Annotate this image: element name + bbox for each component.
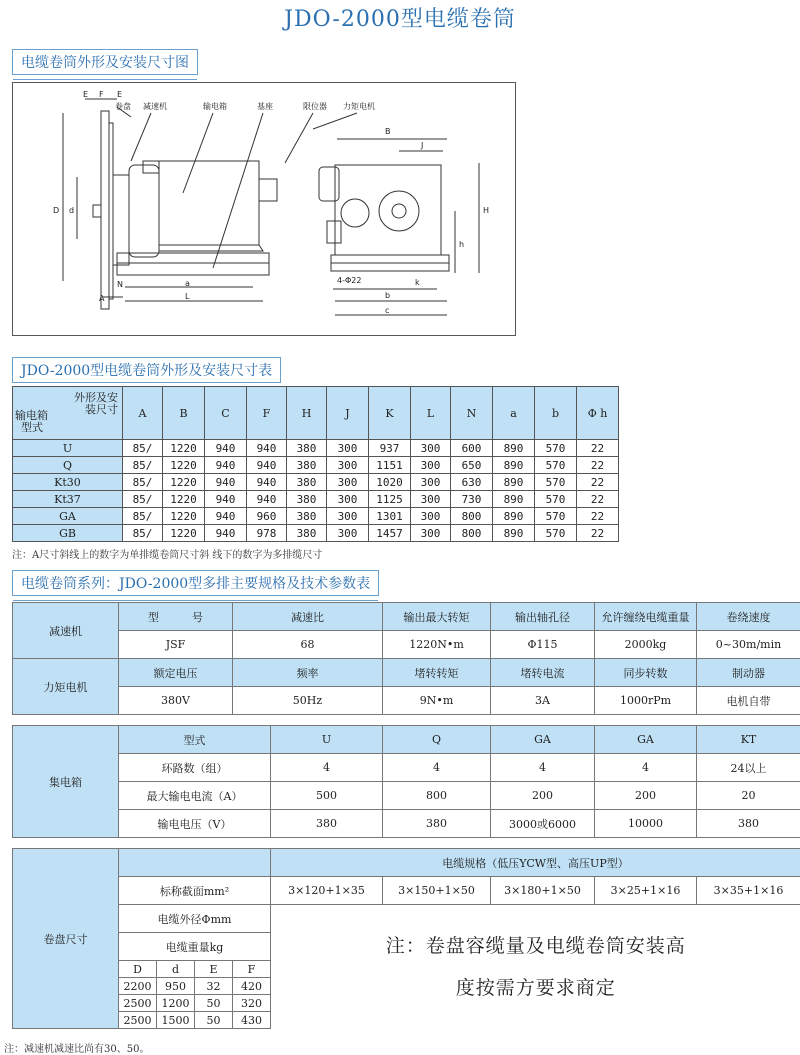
table-cell: 85/ — [123, 491, 163, 508]
table-cell: 940 — [205, 474, 247, 491]
box-row — [13, 782, 800, 810]
drawing-svg — [13, 83, 515, 335]
table-cell: 1220 — [163, 457, 205, 474]
table-cell: 940 — [205, 491, 247, 508]
corner-bot: 型式 — [21, 419, 43, 435]
col-header: A — [123, 387, 163, 440]
box-h-type: 型式 — [119, 726, 271, 754]
motor-v-rpm: 1000rPm — [595, 687, 697, 715]
base — [117, 253, 269, 263]
table-cell: 85/ — [123, 525, 163, 542]
reel-dim-cell: 2500 — [119, 1012, 157, 1029]
table-cell: 300 — [327, 508, 369, 525]
dimension-table — [12, 386, 619, 542]
table-cell: 22 — [577, 440, 619, 457]
reducer-v-model: JSF — [119, 631, 233, 659]
reel-section-cell: 3×150+1×50 — [383, 877, 491, 905]
table-cell: 85/ — [123, 508, 163, 525]
motor-h-torque: 堵转转矩 — [383, 659, 491, 687]
reel-plate — [101, 111, 109, 309]
table-cell: 570 — [535, 440, 577, 457]
reel-dim-cell: 430 — [233, 1012, 271, 1029]
table-cell: 380 — [287, 525, 327, 542]
table-cell: 940 — [205, 457, 247, 474]
col-header: a — [493, 387, 535, 440]
reel-remark-line2: 度按需方要求商定 — [273, 967, 799, 1009]
box-row-label: 最大输电电流（A） — [119, 782, 271, 810]
motor-h-brake: 制动器 — [697, 659, 800, 687]
table-cell: 800 — [451, 508, 493, 525]
box-cell: 20 — [697, 782, 800, 810]
table-cell: 630 — [451, 474, 493, 491]
table-cell: 940 — [247, 491, 287, 508]
reel-dim-header: F — [233, 961, 271, 978]
reel-label: 卷盘尺寸 — [13, 849, 119, 1029]
box-h-kt: KT — [697, 726, 800, 754]
table-cell: 380 — [287, 457, 327, 474]
label-limiter: 限位器 — [303, 101, 327, 111]
corner-top: 外形及安 — [74, 389, 118, 405]
col-header: L — [411, 387, 451, 440]
box-cell: 380 — [697, 810, 800, 838]
reel-dim-cell: 50 — [195, 995, 233, 1012]
reducer-body — [129, 165, 159, 257]
col-header: F — [247, 387, 287, 440]
row-type: GB — [13, 525, 123, 542]
table-cell: 978 — [247, 525, 287, 542]
col-header: Φ h — [577, 387, 619, 440]
table-cell: 1457 — [369, 525, 411, 542]
table-cell: 1220 — [163, 474, 205, 491]
reel-dim-cell: 2200 — [119, 978, 157, 995]
reducer-h-ratio: 减速比 — [233, 603, 383, 631]
motor-v-voltage: 380V — [119, 687, 233, 715]
box-cell: 4 — [383, 754, 491, 782]
table-row — [13, 440, 619, 457]
reel-dim-cell: 50 — [195, 1012, 233, 1029]
section-heading-dimension-table: JDO-2000型电缆卷筒外形及安装尺寸表 — [12, 357, 281, 383]
dim-h: h — [459, 240, 464, 249]
corner-top2: 装尺寸 — [85, 401, 118, 417]
table-cell: 85/ — [123, 457, 163, 474]
box-cell: 4 — [271, 754, 383, 782]
table-cell: 300 — [327, 474, 369, 491]
table-cell: 22 — [577, 474, 619, 491]
dim-B: B — [385, 127, 391, 136]
table-cell: 1220 — [163, 525, 205, 542]
dim-b: b — [385, 291, 390, 300]
table-cell: 300 — [411, 457, 451, 474]
table-cell: 1125 — [369, 491, 411, 508]
reel-remark-line1: 注：卷盘容缆量及电缆卷筒安装高 — [273, 925, 799, 967]
motor-v-current: 3A — [491, 687, 595, 715]
table-cell: 300 — [411, 474, 451, 491]
label-base: 基座 — [257, 101, 273, 111]
table-cell: 380 — [287, 474, 327, 491]
reducer-v-speed: 0~30m/min — [697, 631, 800, 659]
table-cell: 1220 — [163, 491, 205, 508]
reel-section-row — [13, 877, 800, 905]
box-row — [13, 754, 800, 782]
dim-L: L — [185, 292, 190, 301]
table-cell: 570 — [535, 457, 577, 474]
label-reducer: 减速机 — [143, 101, 167, 111]
box-cell: 500 — [271, 782, 383, 810]
table-cell: 1151 — [369, 457, 411, 474]
table-cell: 300 — [327, 457, 369, 474]
table-cell: 890 — [493, 508, 535, 525]
table-cell: 85/ — [123, 474, 163, 491]
dim-E1: E — [83, 90, 88, 99]
table-cell: 300 — [411, 440, 451, 457]
dimension-table-header — [13, 387, 619, 440]
table-cell: 22 — [577, 508, 619, 525]
box-cell: 3000或6000 — [491, 810, 595, 838]
dim-A: A — [99, 294, 105, 303]
row-type: Kt30 — [13, 474, 123, 491]
table-cell: 890 — [493, 491, 535, 508]
table-cell: 300 — [411, 508, 451, 525]
box-cell: 200 — [595, 782, 697, 810]
table-cell: 600 — [451, 440, 493, 457]
corner-cell — [13, 387, 123, 440]
row-type: Kt37 — [13, 491, 123, 508]
table-cell: 1020 — [369, 474, 411, 491]
table-cell: 940 — [247, 457, 287, 474]
table-cell: 380 — [287, 508, 327, 525]
reducer-v-shaft: Φ115 — [491, 631, 595, 659]
reel-dim-cell: 1200 — [157, 995, 195, 1012]
col-header: N — [451, 387, 493, 440]
table-cell: 940 — [247, 440, 287, 457]
motor-h-current: 堵转电流 — [491, 659, 595, 687]
table-cell: 300 — [327, 525, 369, 542]
box-label: 集电箱 — [13, 726, 119, 838]
corner-mid: 输电箱 — [15, 407, 48, 423]
table-cell: 940 — [205, 525, 247, 542]
col-header: K — [369, 387, 411, 440]
table-cell: 890 — [493, 525, 535, 542]
col-header: C — [205, 387, 247, 440]
box-cell: 24以上 — [697, 754, 800, 782]
row-type: Q — [13, 457, 123, 474]
label-motor: 力矩电机 — [343, 101, 375, 111]
box-cell: 380 — [383, 810, 491, 838]
table-cell: 730 — [451, 491, 493, 508]
table-cell: 22 — [577, 491, 619, 508]
box-row-label: 环路数（组） — [119, 754, 271, 782]
reducer-h-torque: 输出最大转矩 — [383, 603, 491, 631]
box-h-u: U — [271, 726, 383, 754]
reel-section-cell: 3×25+1×16 — [595, 877, 697, 905]
dim-c: c — [385, 306, 389, 315]
section-heading-spec-table: 电缆卷筒系列：JDO-2000型多排主要规格及技术参数表 — [12, 570, 379, 596]
dimension-table-body — [13, 440, 619, 542]
label-box: 输电箱 — [203, 101, 227, 111]
reel-dim-header: d — [157, 961, 195, 978]
reel-dim-cell: 420 — [233, 978, 271, 995]
table-row — [13, 457, 619, 474]
reducer-h-model: 型 号 — [119, 603, 233, 631]
motor-h-freq: 频率 — [233, 659, 383, 687]
motor-label: 力矩电机 — [13, 659, 119, 715]
box-h-ga1: GA — [491, 726, 595, 754]
box-header-row — [13, 726, 800, 754]
table-cell: 85/ — [123, 440, 163, 457]
dim-H: H — [483, 206, 489, 215]
table-cell: 650 — [451, 457, 493, 474]
page-title: JDO-2000型电缆卷筒 — [0, 2, 800, 33]
table-cell: 300 — [411, 525, 451, 542]
table-cell: 300 — [411, 491, 451, 508]
power-box — [159, 161, 259, 245]
table-cell: 800 — [451, 525, 493, 542]
box-h-ga2: GA — [595, 726, 697, 754]
reducer-header-row — [13, 603, 800, 631]
box-cell: 800 — [383, 782, 491, 810]
motor-h-rpm: 同步转数 — [595, 659, 697, 687]
row-type: U — [13, 440, 123, 457]
col-header: b — [535, 387, 577, 440]
table-cell: 1301 — [369, 508, 411, 525]
reducer-v-weight: 2000kg — [595, 631, 697, 659]
reducer-label: 减速机 — [13, 603, 119, 659]
table-cell: 1220 — [163, 440, 205, 457]
table-cell: 940 — [205, 508, 247, 525]
spacer-row — [13, 838, 800, 849]
reel-dim-cell: 320 — [233, 995, 271, 1012]
table-cell: 570 — [535, 491, 577, 508]
reel-remark — [271, 905, 800, 1029]
dim-d: d — [69, 206, 74, 215]
table-cell: 300 — [327, 440, 369, 457]
table-row — [13, 525, 619, 542]
row-type: GA — [13, 508, 123, 525]
table-cell: 890 — [493, 457, 535, 474]
reel-section-label: 标称截面mm² — [119, 877, 271, 905]
reel-section-cell: 3×120+1×35 — [271, 877, 383, 905]
box-cell: 200 — [491, 782, 595, 810]
table-row — [13, 508, 619, 525]
reel-spec-header-row — [13, 849, 800, 877]
box-cell: 4 — [595, 754, 697, 782]
table-cell: 1220 — [163, 508, 205, 525]
reel-dim-cell: 1500 — [157, 1012, 195, 1029]
table-cell: 890 — [493, 440, 535, 457]
reducer-h-speed: 卷绕速度 — [697, 603, 800, 631]
box-cell: 380 — [271, 810, 383, 838]
col-header: B — [163, 387, 205, 440]
dim-F: F — [99, 90, 104, 99]
table-cell: 937 — [369, 440, 411, 457]
spacer-row — [13, 715, 800, 726]
table-cell: 380 — [287, 440, 327, 457]
table-row — [13, 474, 619, 491]
label-reel: 卷盘 — [115, 101, 131, 111]
reel-dim-header: E — [195, 961, 233, 978]
table-cell: 890 — [493, 474, 535, 491]
table-cell: 570 — [535, 474, 577, 491]
reducer-h-weight: 允许缠绕电缆重量 — [595, 603, 697, 631]
reel-outer-label: 电缆外径Φmm — [119, 905, 271, 933]
spec-table — [12, 602, 800, 1029]
motor-h-voltage: 额定电压 — [119, 659, 233, 687]
reducer-v-ratio: 68 — [233, 631, 383, 659]
table-cell: 380 — [287, 491, 327, 508]
dim-a: a — [185, 279, 190, 288]
dim-J: J — [420, 141, 423, 150]
reel-dim-header: D — [119, 961, 157, 978]
motor-v-brake: 电机自带 — [697, 687, 800, 715]
motor-v-freq: 50Hz — [233, 687, 383, 715]
reel-dim-cell: 950 — [157, 978, 195, 995]
reel-dim-cell: 32 — [195, 978, 233, 995]
side-view-body — [335, 165, 441, 255]
box-cell: 4 — [491, 754, 595, 782]
table-cell: 940 — [205, 440, 247, 457]
col-header: H — [287, 387, 327, 440]
table-cell: 300 — [327, 491, 369, 508]
table-cell: 940 — [247, 474, 287, 491]
reducer-v-torque: 1220N•m — [383, 631, 491, 659]
reel-spec-blank — [119, 849, 271, 877]
motor-value-row — [13, 687, 800, 715]
dimension-note: 注：A尺寸斜线上的数字为单排缆卷筒尺寸斜 线下的数字为多排缆尺寸 — [12, 546, 322, 561]
reducer-value-row — [13, 631, 800, 659]
col-header: J — [327, 387, 369, 440]
box-row — [13, 810, 800, 838]
reel-section-cell: 3×180+1×50 — [491, 877, 595, 905]
reel-dim-cell: 2500 — [119, 995, 157, 1012]
table-cell: 570 — [535, 525, 577, 542]
footnote: 注：减速机减速比尚有30、50。 — [4, 1040, 149, 1055]
motor-v-torque: 9N•m — [383, 687, 491, 715]
reel-spec-header: 电缆规格（低压YCW型、高压UP型） — [271, 849, 800, 877]
dim-D: D — [53, 206, 59, 215]
box-row-label: 输电电压（V） — [119, 810, 271, 838]
dim-E2: E — [117, 90, 122, 99]
motor-header-row — [13, 659, 800, 687]
reel-section-cell: 3×35+1×16 — [697, 877, 800, 905]
reel-outer-row — [13, 905, 800, 933]
box-h-q: Q — [383, 726, 491, 754]
installation-drawing — [12, 82, 516, 336]
table-cell: 22 — [577, 457, 619, 474]
dim-k: k — [415, 278, 420, 287]
table-cell: 570 — [535, 508, 577, 525]
dim-N: N — [117, 280, 123, 289]
table-cell: 960 — [247, 508, 287, 525]
reel-weight-label: 电缆重量kg — [119, 933, 271, 961]
table-row — [13, 491, 619, 508]
reducer-h-shaft: 输出轴孔径 — [491, 603, 595, 631]
dim-hole: 4-Φ22 — [337, 276, 361, 285]
section-heading-drawing: 电缆卷筒外形及安装尺寸图 — [12, 49, 198, 75]
table-cell: 22 — [577, 525, 619, 542]
box-cell: 10000 — [595, 810, 697, 838]
